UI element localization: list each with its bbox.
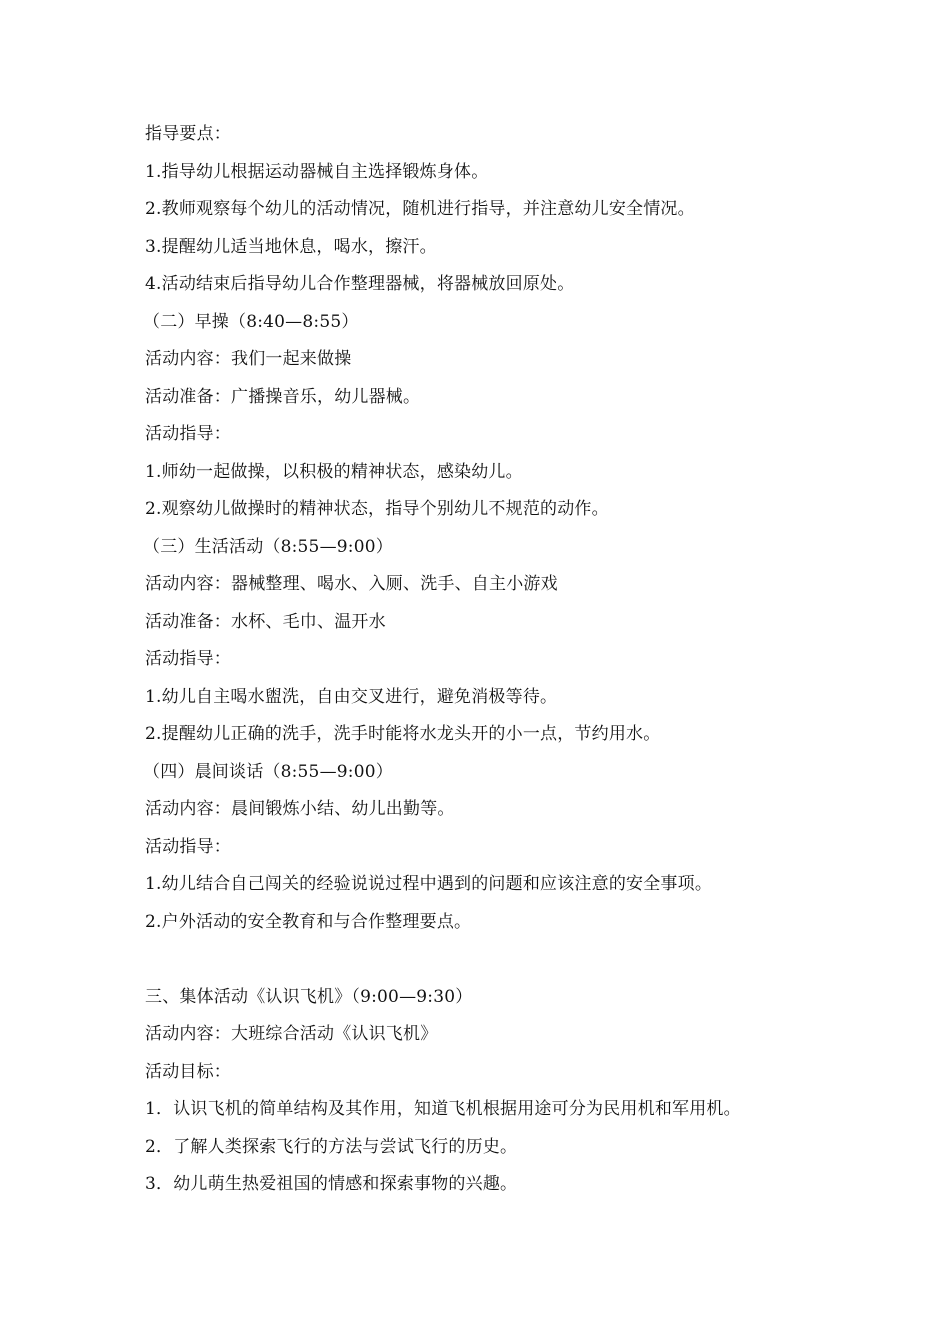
activity-content: 活动内容：我们一起来做操 (145, 349, 352, 369)
morning-talk-guidance-item-2: 2.户外活动的安全教育和与合作整理要点。 (145, 911, 472, 932)
group-activity-content: 活动内容：大班综合活动《认识飞机》 (145, 1024, 438, 1044)
guidance-item-4: 4.活动结束后指导幼儿合作整理器械，将器械放回原处。 (145, 274, 575, 294)
subsection-heading-morning-talk: （四）晨间谈话（8:55—9:00） (143, 761, 393, 782)
daily-guidance-item-2: 2.提醒幼儿正确的洗手，洗手时能将水龙头开的小一点，节约用水。 (145, 724, 661, 744)
morning-talk-content: 活动内容：晨间锻炼小结、幼儿出勤等。 (145, 799, 455, 819)
daily-activity-guidance-label: 活动指导： (145, 649, 231, 669)
daily-activity-preparation: 活动准备：水杯、毛巾、温开水 (145, 611, 386, 632)
document-body (145, 116, 845, 1204)
subsection-heading-morning-exercise: （二）早操（8:40—8:55） (143, 311, 359, 332)
subsection-heading-daily-activity: （三）生活活动（8:55—9:00） (143, 536, 393, 557)
guidance-item-3: 3.提醒幼儿适当地休息，喝水，擦汗。 (145, 236, 437, 257)
goal-item-3: 3．幼儿萌生热爱祖国的情感和探索事物的兴趣。 (145, 1174, 518, 1194)
morning-talk-guidance-label: 活动指导： (145, 836, 231, 857)
goal-item-1: 1．认识飞机的简单结构及其作用，知道飞机根据用途可分为民用机和军用机。 (145, 1099, 741, 1119)
guidance-item-1: 1.指导幼儿根据运动器械自主选择锻炼身体。 (145, 161, 489, 182)
exercise-guidance-item-2: 2.观察幼儿做操时的精神状态，指导个别幼儿不规范的动作。 (145, 499, 609, 519)
group-activity-goals-label: 活动目标： (145, 1061, 231, 1082)
section-heading-group-activity: 三、集体活动《认识飞机》（9:00—9:30） (145, 986, 473, 1007)
daily-guidance-item-1: 1.幼儿自主喝水盥洗，自由交叉进行，避免消极等待。 (145, 686, 558, 707)
morning-talk-guidance-item-1: 1.幼儿结合自己闯关的经验说说过程中遇到的问题和应该注意的安全事项。 (145, 874, 713, 894)
guidance-item-2: 2.教师观察每个幼儿的活动情况，随机进行指导，并注意幼儿安全情况。 (145, 199, 695, 219)
section-heading-guidance: 指导要点： (145, 124, 231, 144)
activity-preparation: 活动准备：广播操音乐，幼儿器械。 (145, 386, 421, 407)
activity-guidance-label: 活动指导： (145, 424, 231, 444)
exercise-guidance-item-1: 1.师幼一起做操，以积极的精神状态，感染幼儿。 (145, 461, 523, 482)
blank-line (145, 941, 845, 979)
goal-item-2: 2．了解人类探索飞行的方法与尝试飞行的历史。 (145, 1136, 518, 1157)
daily-activity-content: 活动内容：器械整理、喝水、入厕、洗手、自主小游戏 (145, 574, 558, 594)
